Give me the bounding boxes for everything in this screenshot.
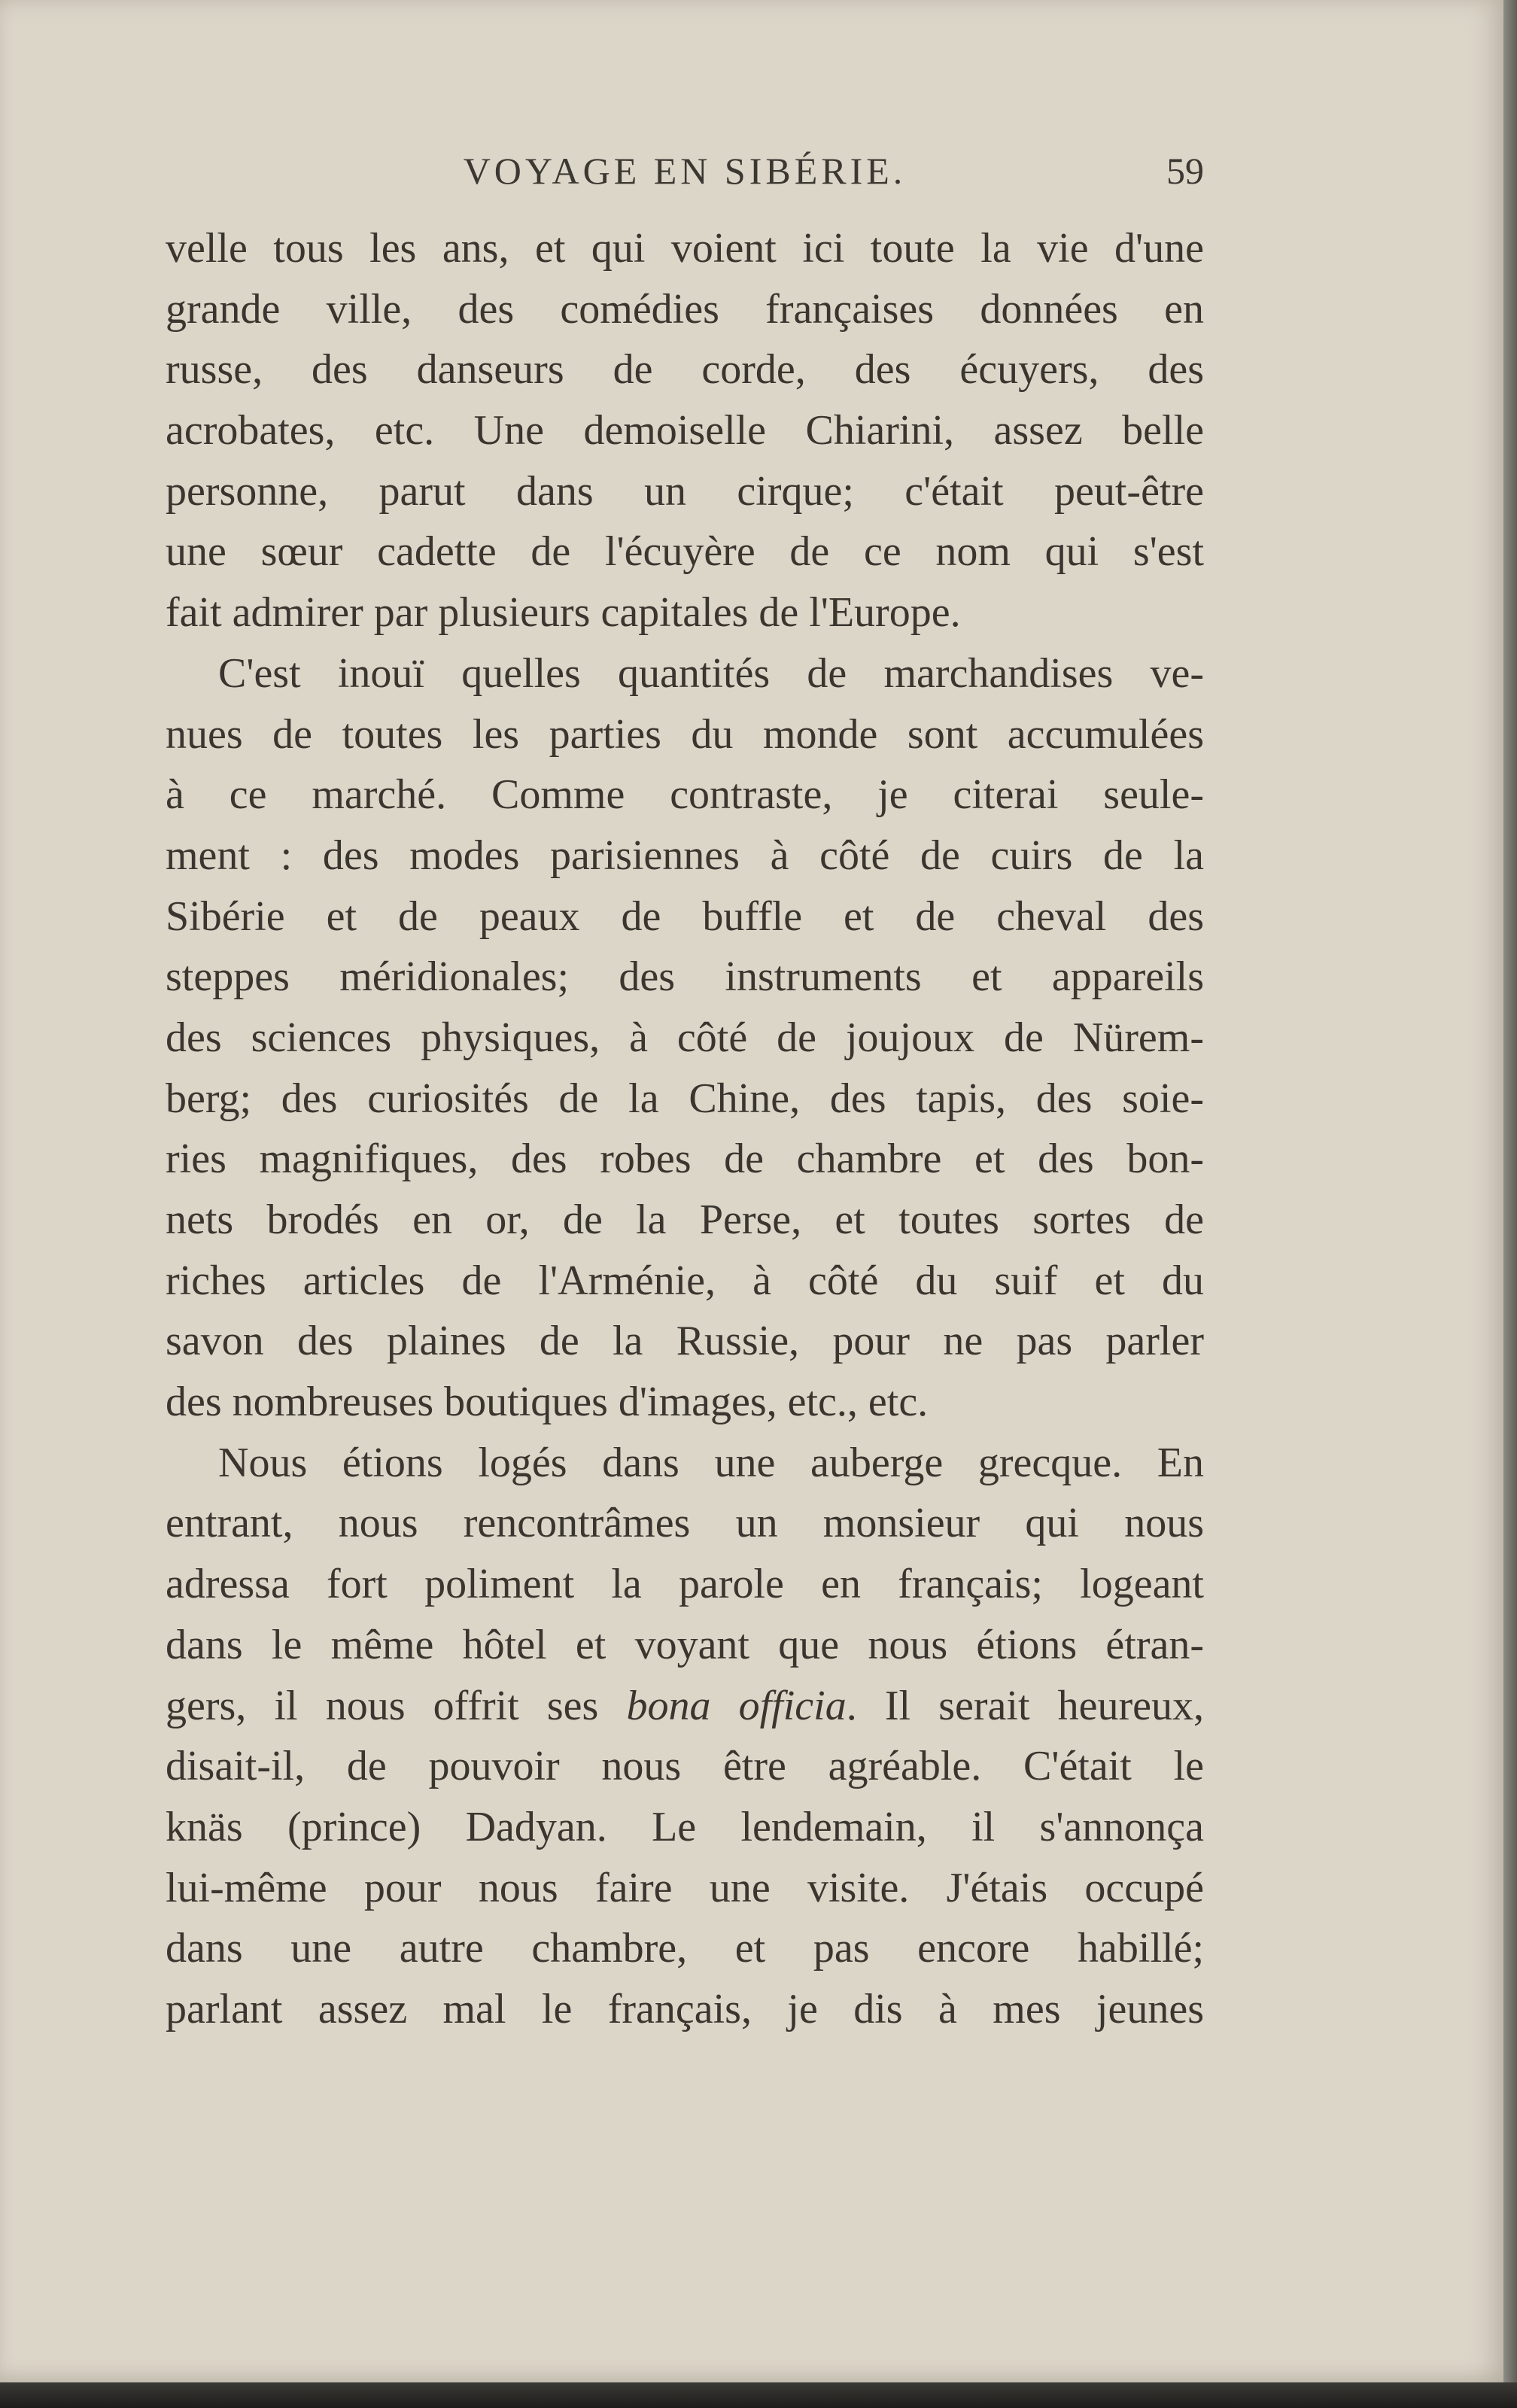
text-line: steppes méridionales; des instruments et appareils [166,953,1204,1001]
text-line: dans une autre chambre, et pas encore habillé; [166,1925,1204,1972]
text-line: knäs (prince) Dadyan. Le lendemain, il s'annonça [166,1803,1204,1850]
text-line: Nous étions logés dans une auberge grecque. En [218,1439,1204,1486]
text-line: riches articles de l'Arménie, à côté du suif et du [166,1257,1204,1304]
text-segment: gers, il nous offrit ses [166,1682,599,1729]
text-line: russe, des danseurs de corde, des écuyers, des [166,346,1204,394]
page-number: 59 [1166,150,1204,192]
running-title: VOYAGE EN SIBÉRIE. [463,150,907,192]
text-line: des nombreuses boutiques d'images, etc., etc. [166,1379,929,1426]
text-line: nues de toutes les parties du monde sont accumulées [166,710,1204,758]
italic-phrase: bona officia [626,1682,847,1729]
text-line: ment : des modes parisiennes à côté de cuirs de la [166,832,1204,879]
text-line: C'est inouï quelles quantités de marchandises ve- [218,649,1204,697]
text-line: velle tous les ans, et qui voient ici toute la vie d'une [166,225,1204,272]
text-line: lui-même pour nous faire une visite. J'étais occupé [166,1864,1204,1911]
text-line: parlant assez mal le français, je dis à mes jeunes [166,1985,1204,2033]
body-text [166,218,1204,2040]
text-line: à ce marché. Comme contraste, je citerai seule- [166,771,1204,819]
bottom-edge [0,2382,1517,2408]
text-line: ries magnifiques, des robes de chambre et des bon- [166,1136,1204,1183]
text-line: personne, parut dans un cirque; c'était peut-être [166,467,1204,515]
text-segment: . Il serait heureux, [846,1682,1204,1729]
text-line: savon des plaines de la Russie, pour ne pas parler [166,1318,1204,1365]
text-line: des sciences physiques, à côté de joujoux de Nürem- [166,1014,1204,1061]
text-line: disait-il, de pouvoir nous être agréable. C'était le [166,1743,1204,1790]
text-line: une sœur cadette de l'écuyère de ce nom qui s'est [166,528,1204,576]
text-line: adressa fort poliment la parole en français; logeant [166,1561,1204,1608]
text-line: Sibérie et de peaux de buffle et de cheval des [166,892,1204,940]
page-edge [1503,0,1517,2408]
text-line: nets brodés en or, de la Perse, et toutes sortes de [166,1196,1204,1243]
text-line-mixed [166,1676,1204,1737]
text-line: acrobates, etc. Une demoiselle Chiarini, assez belle [166,407,1204,455]
text-line: dans le même hôtel et voyant que nous étions étran- [166,1621,1204,1668]
text-line: entrant, nous rencontrâmes un monsieur qui nous [166,1500,1204,1547]
text-line: grande ville, des comédies françaises données en [166,285,1204,333]
text-line: berg; des curiosités de la Chine, des tapis, des soie- [166,1075,1204,1122]
page-header [166,149,1204,202]
text-line: fait admirer par plusieurs capitales de l'Europe. [166,589,961,637]
